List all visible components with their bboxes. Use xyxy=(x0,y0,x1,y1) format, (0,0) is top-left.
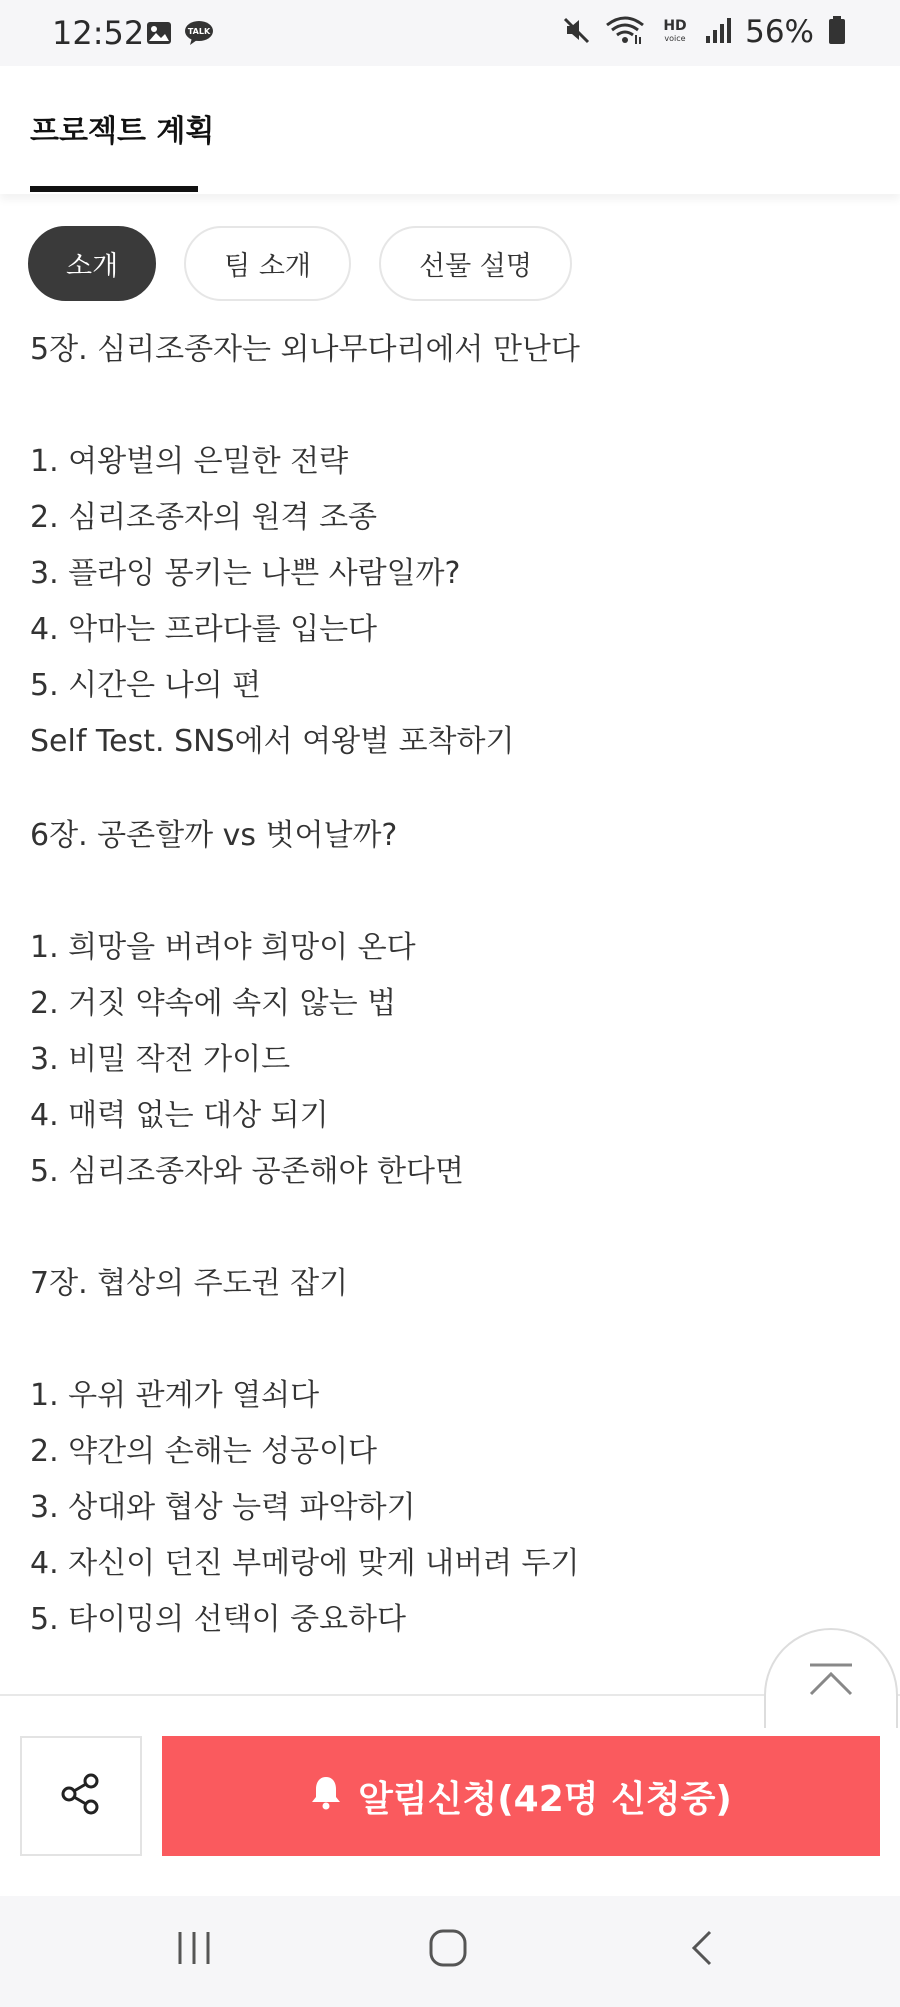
status-time: 12:52 xyxy=(52,14,145,52)
list-item: 1. 우위 관계가 열쇠다 xyxy=(30,1378,320,1413)
title-tab-indicator xyxy=(30,186,198,192)
tab-gift[interactable]: 선물 설명 xyxy=(379,226,572,301)
header xyxy=(0,66,900,194)
list-item: 2. 심리조종자의 원격 조종 xyxy=(30,500,378,535)
intro-content xyxy=(30,322,870,1648)
gallery-icon xyxy=(146,21,172,49)
list-item: 1. 희망을 버려야 희망이 온다 xyxy=(30,930,416,965)
list-item: 2. 약간의 손해는 성공이다 xyxy=(30,1434,378,1469)
home-icon xyxy=(426,1928,470,1972)
notify-label: 알림신청(42명 신청중) xyxy=(358,1778,732,1820)
list-item: 5. 심리조종자와 공존해야 한다면 xyxy=(30,1154,464,1189)
home-button[interactable] xyxy=(426,1928,470,1972)
chapter-title: 5장. 심리조종자는 외나무다리에서 만난다 xyxy=(30,332,580,367)
bell-icon xyxy=(310,1774,342,1819)
recent-apps-icon xyxy=(172,1928,216,1972)
list-item: 4. 자신이 던진 부메랑에 맞게 내버려 두기 xyxy=(30,1546,580,1581)
wifi-icon xyxy=(605,15,645,49)
battery-percent: 56% xyxy=(745,14,814,50)
recent-apps-button[interactable] xyxy=(172,1928,216,1972)
back-button[interactable] xyxy=(680,1928,724,1972)
status-notification-icons xyxy=(146,20,214,50)
system-nav-bar xyxy=(0,1896,900,2007)
tab-intro[interactable]: 소개 xyxy=(28,226,156,301)
list-item: 3. 비밀 작전 가이드 xyxy=(30,1042,291,1077)
talk-icon xyxy=(184,20,214,50)
list-item: 3. 상대와 협상 능력 파악하기 xyxy=(30,1490,416,1525)
notify-signup-button[interactable] xyxy=(162,1736,880,1856)
share-button[interactable] xyxy=(20,1736,142,1856)
talk-icon-label: TALK xyxy=(187,27,211,36)
status-bar xyxy=(0,0,900,66)
status-right-icons xyxy=(561,14,846,50)
hd-label: HD xyxy=(663,18,687,34)
back-chevron-icon xyxy=(680,1928,724,1972)
list-item: 5. 타이밍의 선택이 중요하다 xyxy=(30,1602,407,1637)
mute-icon xyxy=(561,15,591,49)
share-icon xyxy=(59,1772,103,1820)
list-item: 1. 여왕벌의 은밀한 전략 xyxy=(30,444,349,479)
list-item: Self Test. SNS에서 여왕벌 포착하기 xyxy=(30,724,515,759)
list-item: 4. 매력 없는 대상 되기 xyxy=(30,1098,329,1133)
voice-label: voice xyxy=(664,34,686,43)
chapter-title: 7장. 협상의 주도권 잡기 xyxy=(30,1266,349,1301)
chapter-title: 6장. 공존할까 vs 벗어날까? xyxy=(30,818,398,853)
section-tabs xyxy=(28,226,572,301)
list-item: 5. 시간은 나의 편 xyxy=(30,668,262,703)
page-title[interactable]: 프로젝트 계획 xyxy=(30,114,215,149)
list-item: 2. 거짓 약속에 속지 않는 법 xyxy=(30,986,397,1021)
battery-icon xyxy=(828,15,846,49)
chevron-up-icon xyxy=(808,1662,854,1728)
tab-team[interactable]: 팀 소개 xyxy=(184,226,351,301)
list-item: 3. 플라잉 몽키는 나쁜 사람일까? xyxy=(30,556,461,591)
list-item: 4. 악마는 프라다를 입는다 xyxy=(30,612,378,647)
signal-icon xyxy=(705,16,731,48)
hd-voice-icon xyxy=(659,15,691,49)
